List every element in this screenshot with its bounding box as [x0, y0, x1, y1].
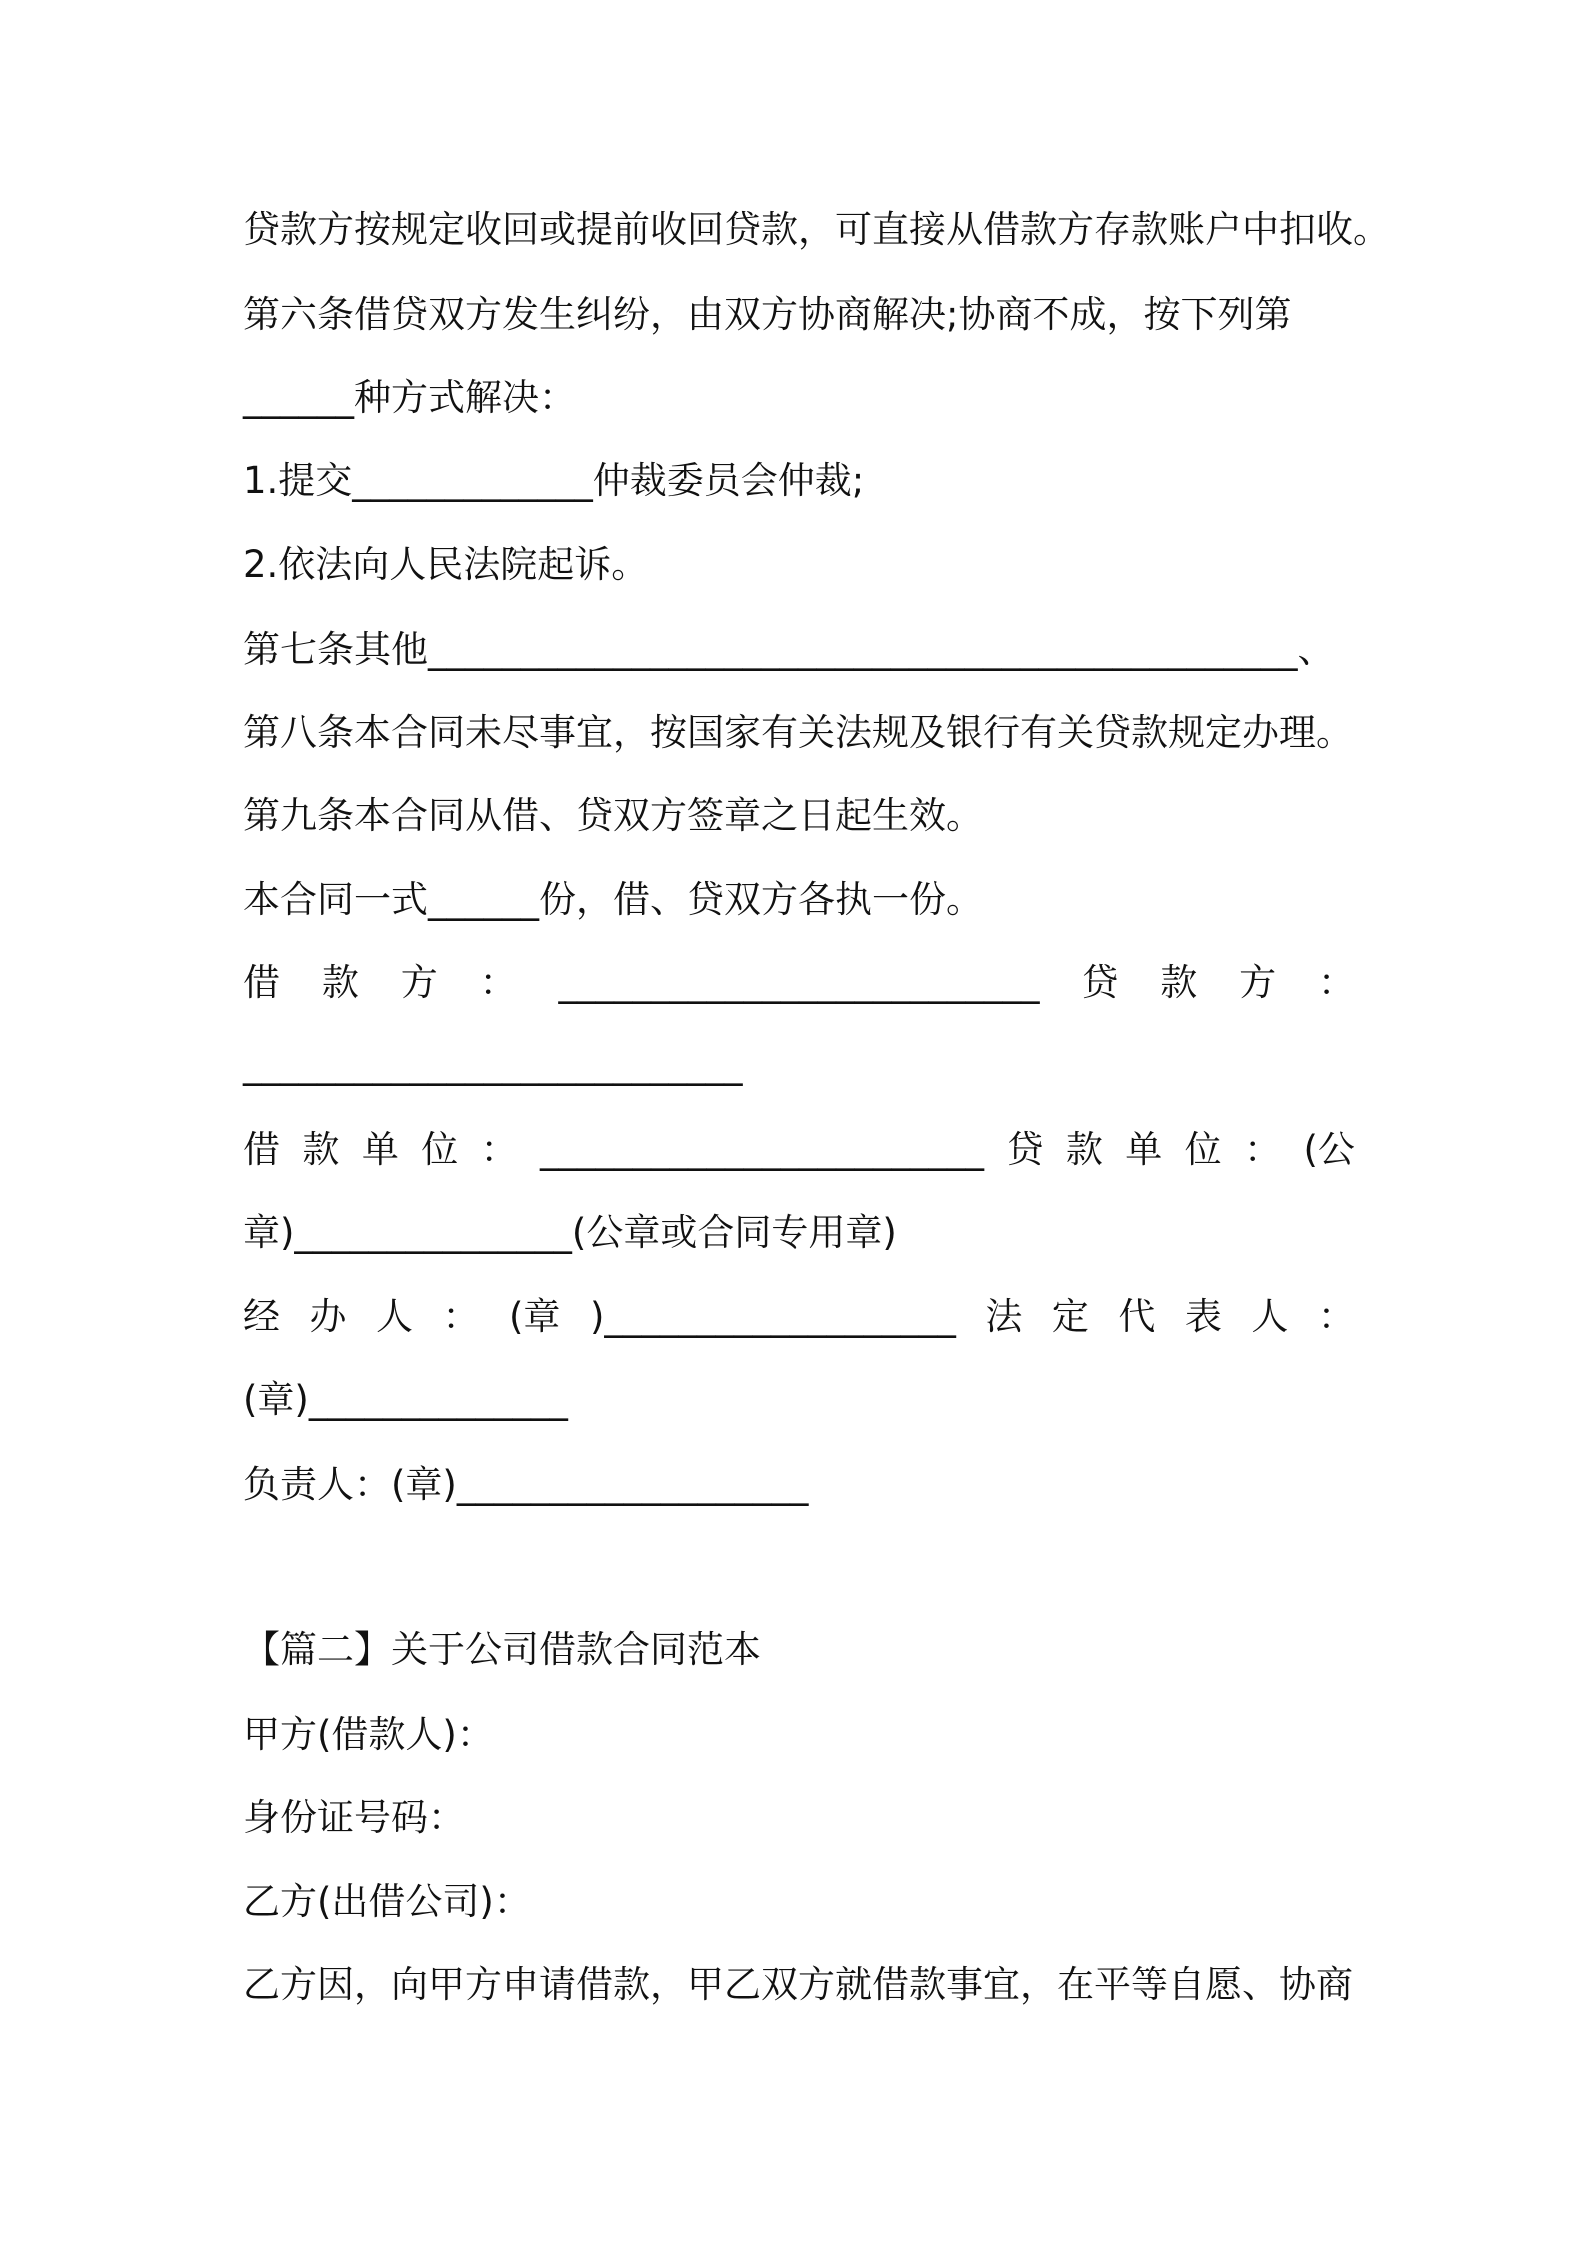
text-line-11: 章)_______________(公章或合同专用章): [243, 1211, 897, 1254]
spread-char: (章: [509, 1295, 561, 1338]
text-line-6: 第七条其他_______________________________________________、: [243, 628, 1335, 671]
spread-char: 经: [243, 1295, 280, 1338]
spread-char: 位: [421, 1128, 459, 1171]
spread-char: ：: [1318, 961, 1355, 1004]
spread-char: 单: [361, 1128, 399, 1171]
spread-char: (公: [1303, 1128, 1355, 1171]
spread-char: 人: [376, 1295, 413, 1338]
text-line-4: 1.提交_____________仲裁委员会仲裁;: [243, 459, 865, 502]
text-line-17: 乙方因，向甲方申请借款，甲乙双方就借款事宜，在平等自愿、协商: [243, 1963, 1353, 2006]
signature-line-agent: [243, 1292, 1355, 1342]
spread-char: ：: [442, 1295, 480, 1338]
text-line-7: 第八条本合同未尽事宜，按国家有关法规及银行有关贷款规定办理。: [243, 711, 1353, 754]
spread-char: 定: [1051, 1295, 1089, 1338]
spread-blank: )___________________: [589, 1295, 956, 1338]
spread-char: ：: [479, 961, 517, 1004]
spread-char: 款: [1065, 1128, 1103, 1171]
text-line-5: 2.依法向人民法院起诉。: [243, 543, 649, 586]
signature-line-units: [243, 1125, 1355, 1175]
text-line-10: ___________________________: [243, 1043, 743, 1086]
spread-blank: __________________________: [558, 961, 1040, 1004]
text-line-15: 身份证号码：: [243, 1796, 465, 1839]
spread-char: 款: [302, 1128, 340, 1171]
spread-char: ：: [480, 1128, 518, 1171]
text-line-3: ______种方式解决：: [243, 376, 576, 419]
spread-char: 方: [400, 961, 438, 1004]
spread-char: ：: [1317, 1295, 1355, 1338]
text-line-8: 第九条本合同从借、贷双方签章之日起生效。: [243, 794, 983, 837]
spread-char: ：: [1244, 1128, 1282, 1171]
spread-char: 借: [243, 961, 280, 1004]
spread-char: 单: [1125, 1128, 1163, 1171]
spread-blank: ________________________: [540, 1128, 985, 1171]
spread-char: 表: [1184, 1295, 1222, 1338]
spread-char: 代: [1118, 1295, 1156, 1338]
text-line-14: 甲方(借款人)：: [243, 1713, 494, 1756]
spread-char: 贷: [1081, 961, 1119, 1004]
spread-char: 人: [1251, 1295, 1289, 1338]
text-line-16: 乙方(出借公司)：: [243, 1880, 531, 1923]
spread-char: 法: [985, 1295, 1023, 1338]
spread-char: 办: [309, 1295, 347, 1338]
spread-char: 贷: [1006, 1128, 1044, 1171]
signature-line-borrower-lender: [243, 958, 1355, 1008]
spread-char: 款: [321, 961, 359, 1004]
text-line-12: (章)______________: [243, 1378, 568, 1421]
spread-char: 款: [1160, 961, 1198, 1004]
text-line-1: 贷款方按规定收回或提前收回贷款，可直接从借款方存款账户中扣收。: [243, 208, 1390, 251]
section-heading: 【篇二】关于公司借款合同范本: [243, 1628, 761, 1671]
text-line-2: 第六条借贷双方发生纠纷，由双方协商解决;协商不成，按下列第: [243, 293, 1292, 336]
text-line-9: 本合同一式______份，借、贷双方各执一份。: [243, 878, 983, 921]
spread-char: 借: [243, 1128, 280, 1171]
spread-char: 方: [1239, 961, 1277, 1004]
text-line-13: 负责人：(章)___________________: [243, 1463, 809, 1506]
spread-char: 位: [1184, 1128, 1222, 1171]
